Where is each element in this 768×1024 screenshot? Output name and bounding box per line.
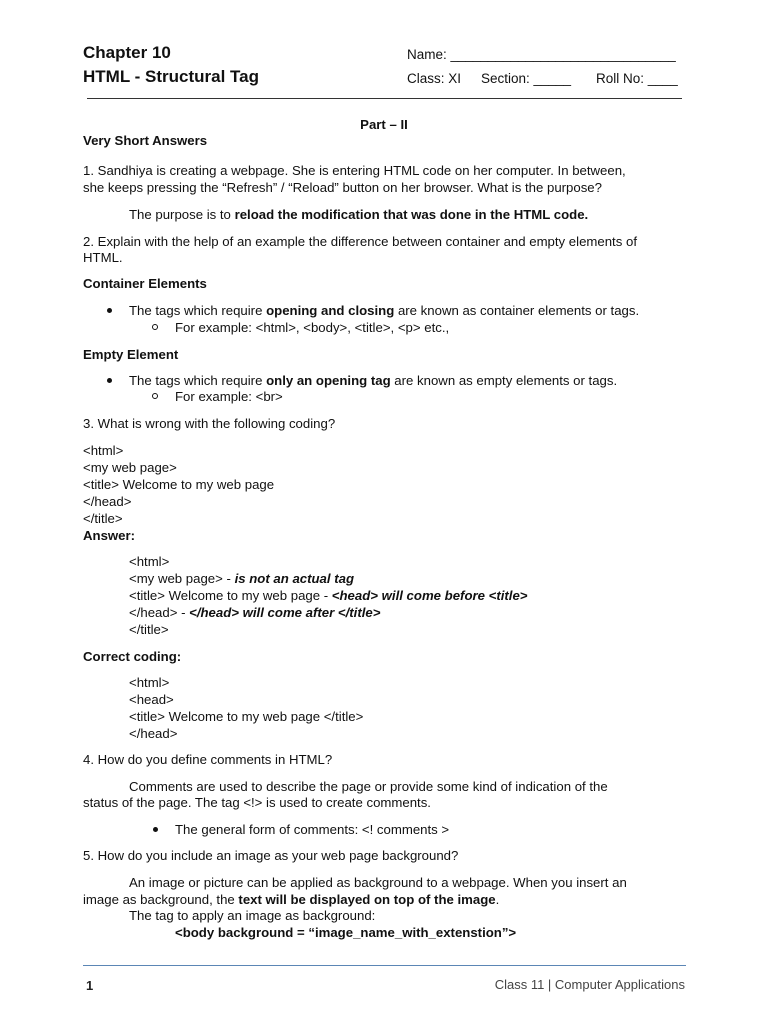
q3-code-line: <title> Welcome to my web page	[83, 477, 275, 492]
section-label: Section: _____	[481, 71, 572, 86]
correct-code-line: <head>	[129, 692, 174, 707]
chapter-number: Chapter 10	[83, 43, 171, 62]
section-heading: Very Short Answers	[83, 133, 208, 148]
q5-line2-pre: image as background, the	[83, 892, 239, 907]
answer-correction: </head> will come after </title>	[189, 605, 381, 620]
empty-example: For example: <br>	[175, 389, 283, 404]
q5-answer-line1: An image or picture can be applied as background to a webpage. When you insert an	[129, 875, 627, 890]
q5-line2-post: .	[495, 892, 500, 907]
empty-def-post: are known as empty elements or tags.	[390, 373, 618, 388]
correct-code-line: <title> Welcome to my web page </title>	[129, 709, 364, 724]
q4-answer-line2: status of the page. The tag <!> is used to create comments.	[83, 795, 431, 810]
answer-code: <my web page> -	[129, 571, 235, 586]
container-elements-heading: Container Elements	[83, 276, 207, 291]
q1-text-line2: she keeps pressing the “Refresh” / “Reload” button on her browser. What is the purpose?	[83, 180, 602, 195]
container-def-post: are known as container elements or tags.	[394, 303, 640, 318]
q4-question: 4. How do you define comments in HTML?	[83, 752, 333, 767]
q4-comment-form: The general form of comments: <! comments >	[175, 822, 450, 837]
q3-code-line: </head>	[83, 494, 132, 509]
container-def-bold: opening and closing	[266, 303, 395, 318]
q3-code-line: <my web page>	[83, 460, 177, 475]
answer-line: </title>	[129, 622, 169, 637]
bullet-icon	[107, 308, 112, 313]
empty-def-pre: The tags which require	[129, 373, 267, 388]
correct-code-line: </head>	[129, 726, 178, 741]
header-divider	[87, 98, 682, 99]
sub-bullet-icon	[152, 393, 158, 399]
sub-bullet-icon	[152, 324, 158, 330]
q5-body-background-code: <body background = “image_name_with_extenstion”>	[175, 925, 517, 940]
empty-definition	[129, 372, 617, 389]
bullet-icon	[107, 378, 112, 383]
name-field-label: Name: ______________________________	[407, 47, 676, 62]
empty-def-bold: only an opening tag	[266, 373, 391, 388]
roll-number-label: Roll No: ____	[596, 71, 678, 86]
q1-answer	[129, 206, 588, 223]
q1-text-line1: 1. Sandhiya is creating a webpage. She is entering HTML code on her computer. In between,	[83, 163, 626, 178]
bullet-icon	[153, 827, 158, 832]
answer-line	[129, 604, 380, 621]
q1-answer-bold: reload the modification that was done in the HTML code.	[234, 207, 589, 222]
answer-correction: is not an actual tag	[234, 571, 355, 586]
q5-answer-line3: The tag to apply an image as background:	[129, 908, 376, 923]
container-example: For example: <html>, <body>, <title>, <p> etc.,	[175, 320, 450, 335]
empty-element-heading: Empty Element	[83, 347, 179, 362]
footer-course: Class 11 | Computer Applications	[494, 977, 685, 992]
answer-correction: <head> will come before <title>	[331, 588, 528, 603]
q2-text-line2: HTML.	[83, 250, 123, 265]
q1-answer-text: The purpose is to	[129, 207, 235, 222]
answer-line: <html>	[129, 554, 170, 569]
part-heading: Part – II	[360, 117, 408, 132]
answer-code: <title> Welcome to my web page -	[129, 588, 332, 603]
q3-question: 3. What is wrong with the following coding?	[83, 416, 336, 431]
q3-code-line: <html>	[83, 443, 124, 458]
q4-answer-line1: Comments are used to describe the page or provide some kind of indication of the	[129, 779, 608, 794]
answer-line	[129, 587, 528, 604]
correct-coding-label: Correct coding:	[83, 649, 182, 664]
correct-code-line: <html>	[129, 675, 170, 690]
footer-divider	[83, 965, 686, 966]
q5-answer-line2	[83, 891, 499, 908]
q2-text-line1: 2. Explain with the help of an example the difference between container and empty elements of	[83, 234, 637, 249]
container-def-pre: The tags which require	[129, 303, 267, 318]
q5-question: 5. How do you include an image as your web page background?	[83, 848, 459, 863]
chapter-title: HTML - Structural Tag	[83, 67, 259, 86]
answer-code: </head> -	[129, 605, 190, 620]
q5-line2-bold: text will be displayed on top of the image	[238, 892, 496, 907]
page-number: 1	[86, 978, 94, 993]
answer-label: Answer:	[83, 528, 136, 543]
class-label: Class: XI	[407, 71, 462, 86]
container-definition	[129, 302, 639, 319]
answer-line	[129, 570, 354, 587]
q3-code-line: </title>	[83, 511, 123, 526]
